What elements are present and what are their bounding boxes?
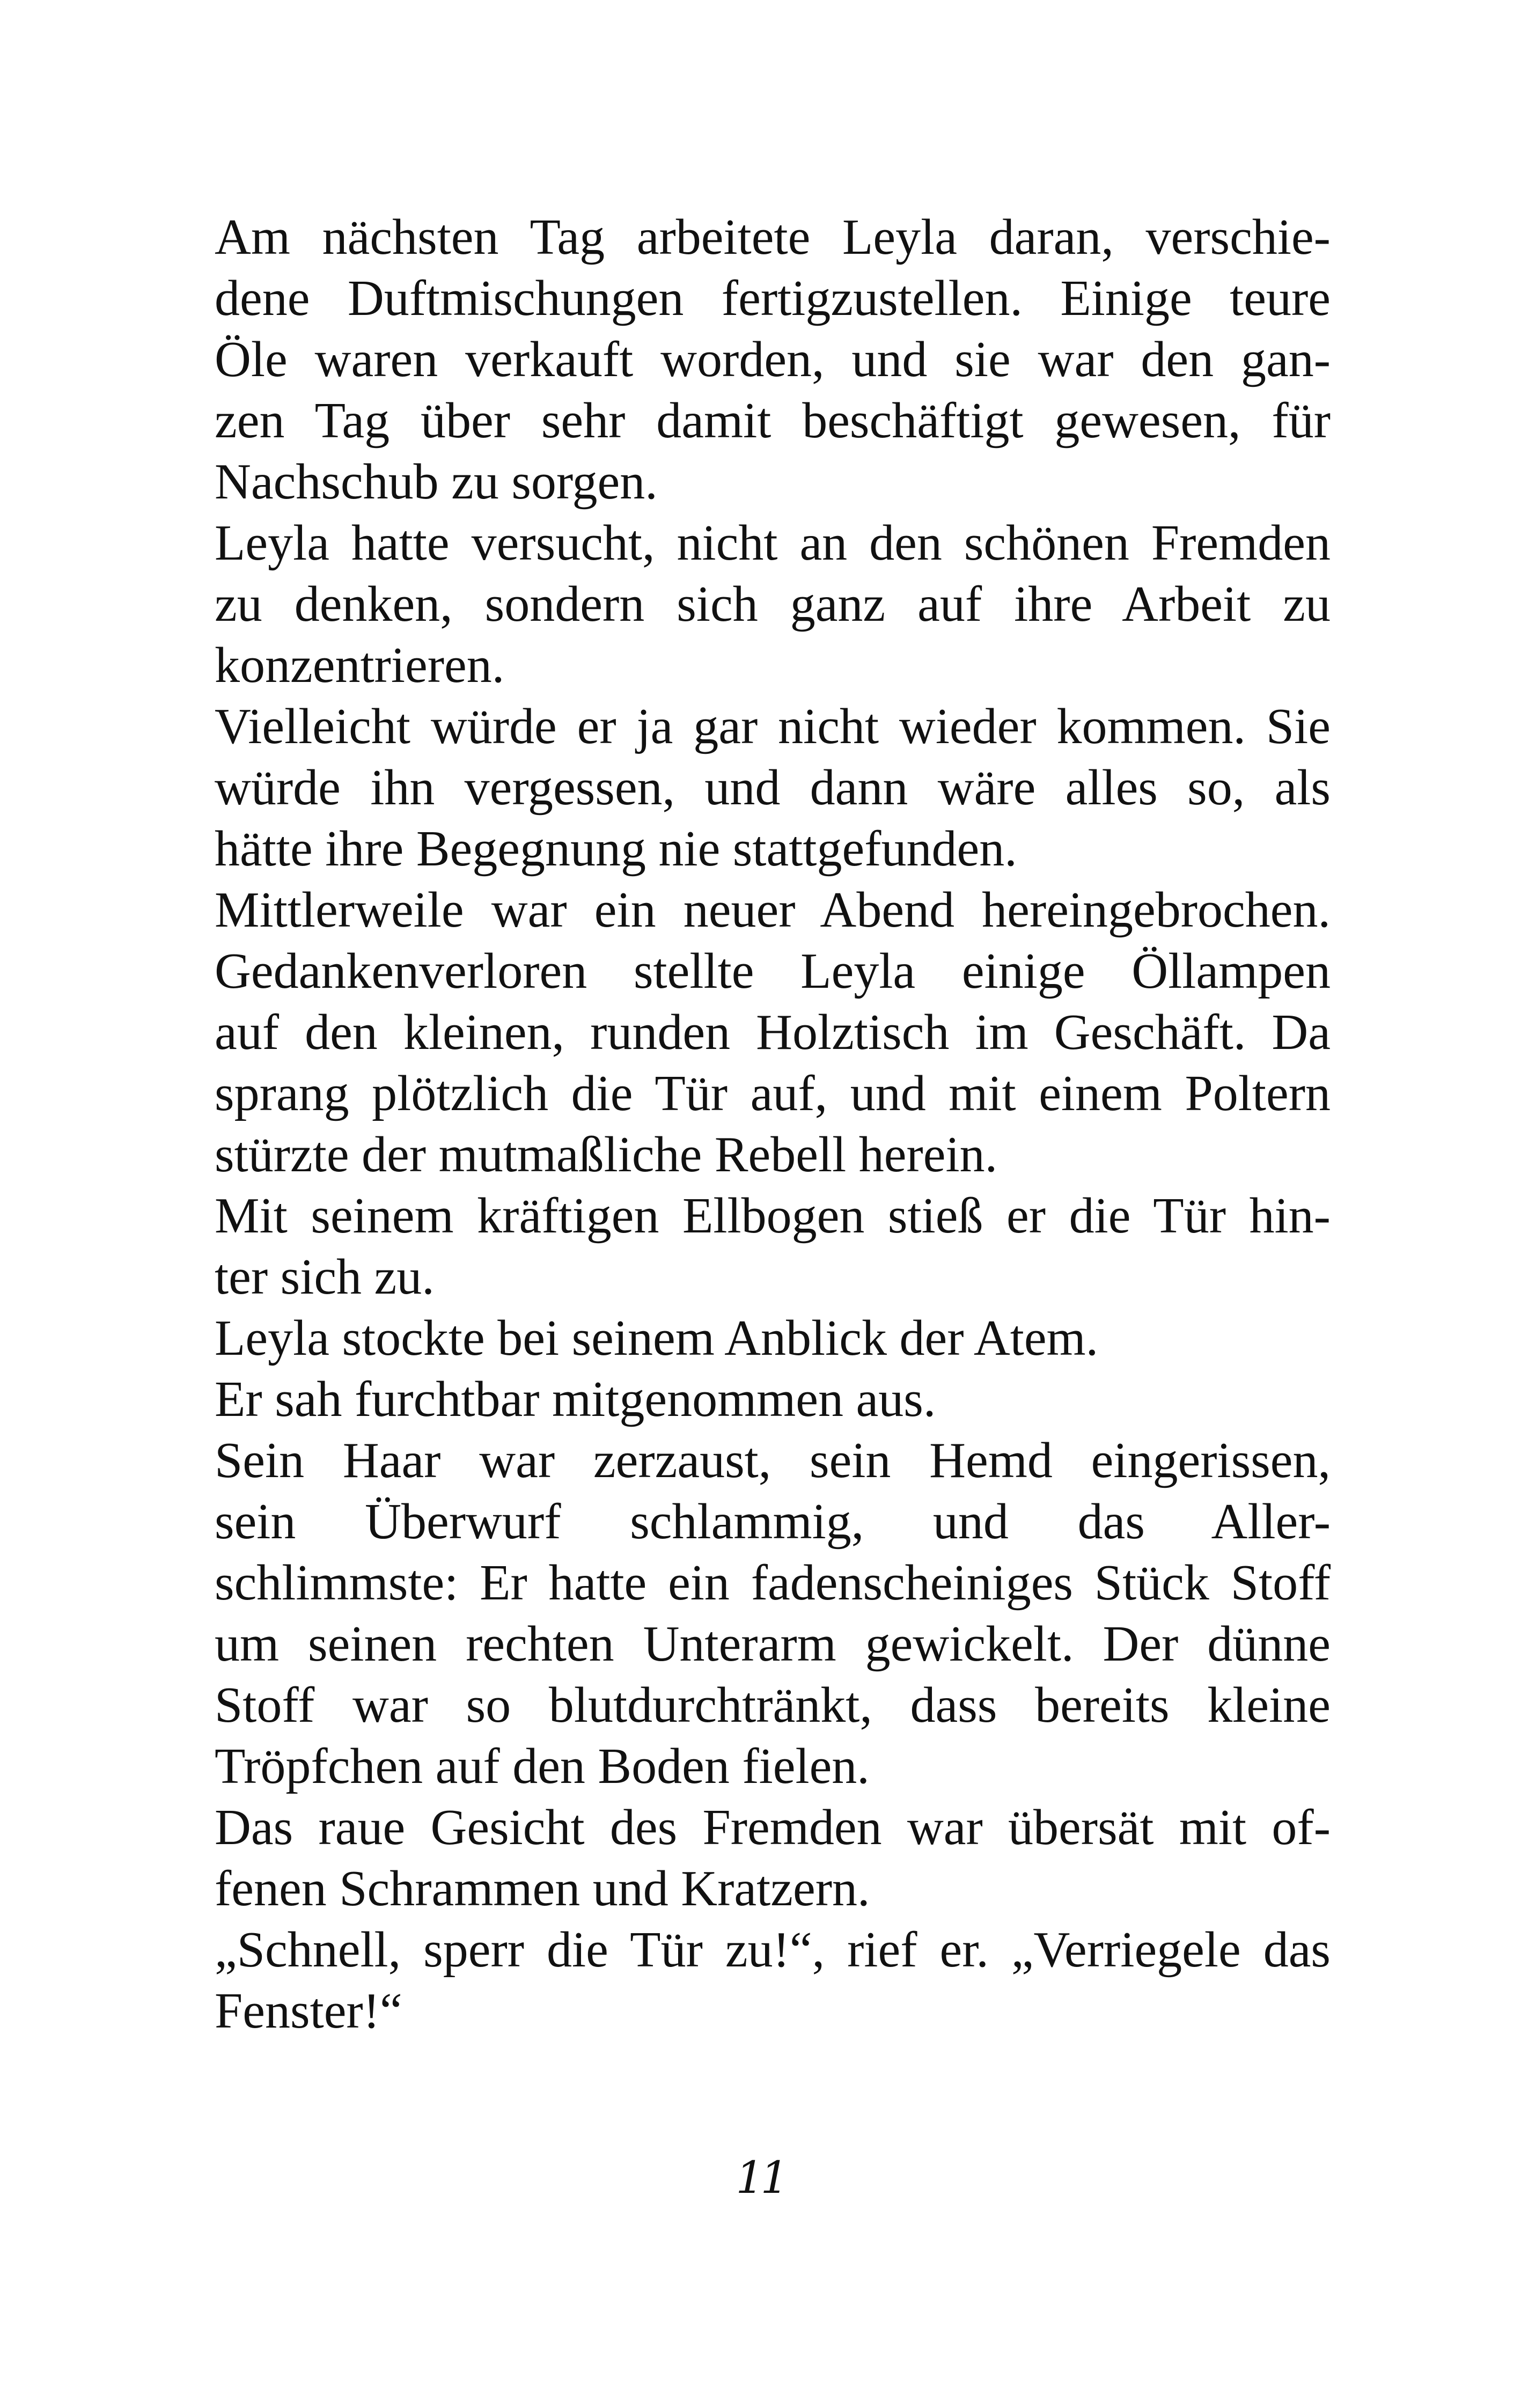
text-line: stürzte der mutmaßliche Rebell herein. [215, 1127, 998, 1183]
text-line: Leyla stockte bei seinem Anblick der Atem. [215, 1310, 1099, 1366]
text-line: Das raue Gesicht des Fremden war übersät mit of- [215, 1800, 1331, 1855]
text-line: hätte ihre Begegnung nie stattgefunden. [215, 821, 1017, 877]
text-line: Mittlerweile war ein neuer Abend hereingebrochen. [215, 882, 1331, 938]
text-line: Vielleicht würde er ja gar nicht wieder kommen. Sie [215, 699, 1331, 754]
text-line: auf den kleinen, runden Holztisch im Geschäft. Da [215, 1004, 1331, 1060]
text-line: Nachschub zu sorgen. [215, 454, 658, 510]
text-line: sprang plötzlich die Tür auf, und mit einem Poltern [215, 1066, 1331, 1121]
text-line: fenen Schrammen und Kratzern. [215, 1861, 870, 1917]
text-line: Stoff war so blutdurchtränkt, dass bereits kleine [215, 1677, 1331, 1733]
text-line: schlimmste: Er hatte ein fadenscheiniges Stück Stoff [215, 1555, 1331, 1611]
text-line: würde ihn vergessen, und dann wäre alles so, als [215, 760, 1331, 816]
text-line: zen Tag über sehr damit beschäftigt gewesen, für [215, 393, 1331, 449]
text-line: Gedankenverloren stellte Leyla einige Öllampen [215, 943, 1331, 999]
text-line: „Schnell, sperr die Tür zu!“, rief er. „Verriegele das [215, 1922, 1331, 1978]
text-line: sein Überwurf schlammig, und das Aller- [215, 1494, 1331, 1550]
text-line: zu denken, sondern sich ganz auf ihre Arbeit zu [215, 576, 1331, 632]
text-line: Leyla hatte versucht, nicht an den schönen Fremden [215, 515, 1331, 571]
text-line: Öle waren verkauft worden, und sie war den gan- [215, 332, 1331, 387]
text-line: dene Duftmischungen fertigzustellen. Einige teure [215, 270, 1331, 326]
text-line: Mit seinem kräftigen Ellbogen stieß er die Tür hin- [215, 1188, 1331, 1244]
text-line: Tröpfchen auf den Boden fielen. [215, 1738, 870, 1794]
text-line: Sein Haar war zerzaust, sein Hemd eingerissen, [215, 1433, 1331, 1488]
text-line: ter sich zu. [215, 1249, 435, 1305]
page-number: 11 [736, 2153, 785, 2204]
body-text [215, 207, 1331, 2042]
text-line: konzentrieren. [215, 637, 505, 693]
text-line: Fenster!“ [215, 1983, 402, 2039]
text-line: um seinen rechten Unterarm gewickelt. Der dünne [215, 1616, 1331, 1672]
text-line: Er sah furchtbar mitgenommen aus. [215, 1371, 936, 1427]
text-line: Am nächsten Tag arbeitete Leyla daran, verschie- [215, 209, 1331, 265]
